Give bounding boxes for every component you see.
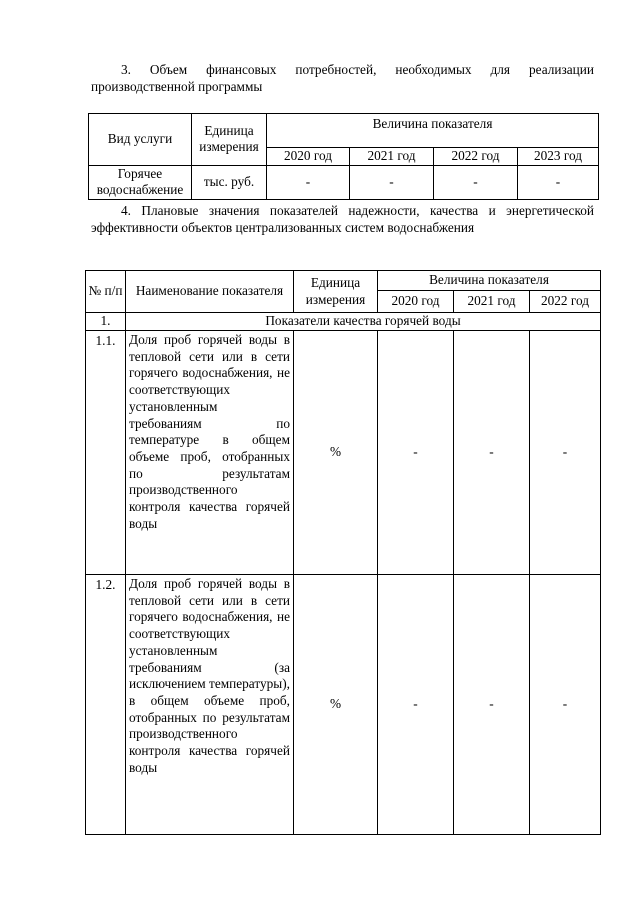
header-year: 2022 год	[530, 291, 601, 313]
header-unit: Единица измерения	[294, 271, 378, 313]
value-cell: -	[454, 331, 530, 575]
row-num: 1.1.	[86, 331, 126, 575]
table-row	[89, 165, 599, 199]
section-3-heading	[91, 62, 594, 95]
row-num: 1.2.	[86, 575, 126, 835]
header-name: Наименование показателя	[126, 271, 294, 313]
value-cell: -	[434, 165, 518, 199]
service-cell: Горячее водоснабжение	[89, 165, 192, 199]
header-year: 2023 год	[518, 148, 599, 166]
header-year: 2020 год	[378, 291, 454, 313]
group-num: 1.	[86, 313, 126, 331]
value-cell: -	[378, 575, 454, 835]
header-value: Величина показателя	[267, 114, 599, 148]
value-cell: -	[378, 331, 454, 575]
indicator-name: Доля проб горячей воды в тепловой сети или в сети горячего водоснабжения, не соответствующих установленным требованиям (за исключением температуры), в общем объеме проб, отобранных по результатам производственного контроля качества горячей воды	[126, 575, 294, 835]
header-year: 2021 год	[350, 148, 434, 166]
unit-cell: тыс. руб.	[192, 165, 267, 199]
header-service: Вид услуги	[89, 114, 192, 166]
unit-cell: %	[294, 575, 378, 835]
indicator-name: Доля проб горячей воды в тепловой сети или в сети горячего водоснабжения, не соответствующих установленным требованиям по температуре в общем объеме проб, отобранных по результатам производственного контроля качества горячей воды	[126, 331, 294, 575]
header-year: 2021 год	[454, 291, 530, 313]
header-num: № п/п	[86, 271, 126, 313]
header-year: 2020 год	[267, 148, 350, 166]
financial-needs-table	[88, 113, 599, 200]
value-cell: -	[454, 575, 530, 835]
section-3-text: 3. Объем финансовых потребностей, необходимых для реализации производственной программы	[91, 62, 594, 94]
value-cell: -	[350, 165, 434, 199]
header-unit: Единица измерения	[192, 114, 267, 166]
header-value: Величина показателя	[378, 271, 601, 291]
table-row	[86, 331, 601, 575]
header-year: 2022 год	[434, 148, 518, 166]
value-cell: -	[530, 575, 601, 835]
section-4-heading	[91, 203, 594, 236]
group-title: Показатели качества горячей воды	[126, 313, 601, 331]
value-cell: -	[518, 165, 599, 199]
group-row	[86, 313, 601, 331]
value-cell: -	[530, 331, 601, 575]
value-cell: -	[267, 165, 350, 199]
section-4-text: 4. Плановые значения показателей надежности, качества и энергетической эффективности объектов централизованных систем водоснабжения	[91, 203, 594, 235]
table-row	[86, 575, 601, 835]
unit-cell: %	[294, 331, 378, 575]
indicators-table	[85, 270, 601, 835]
